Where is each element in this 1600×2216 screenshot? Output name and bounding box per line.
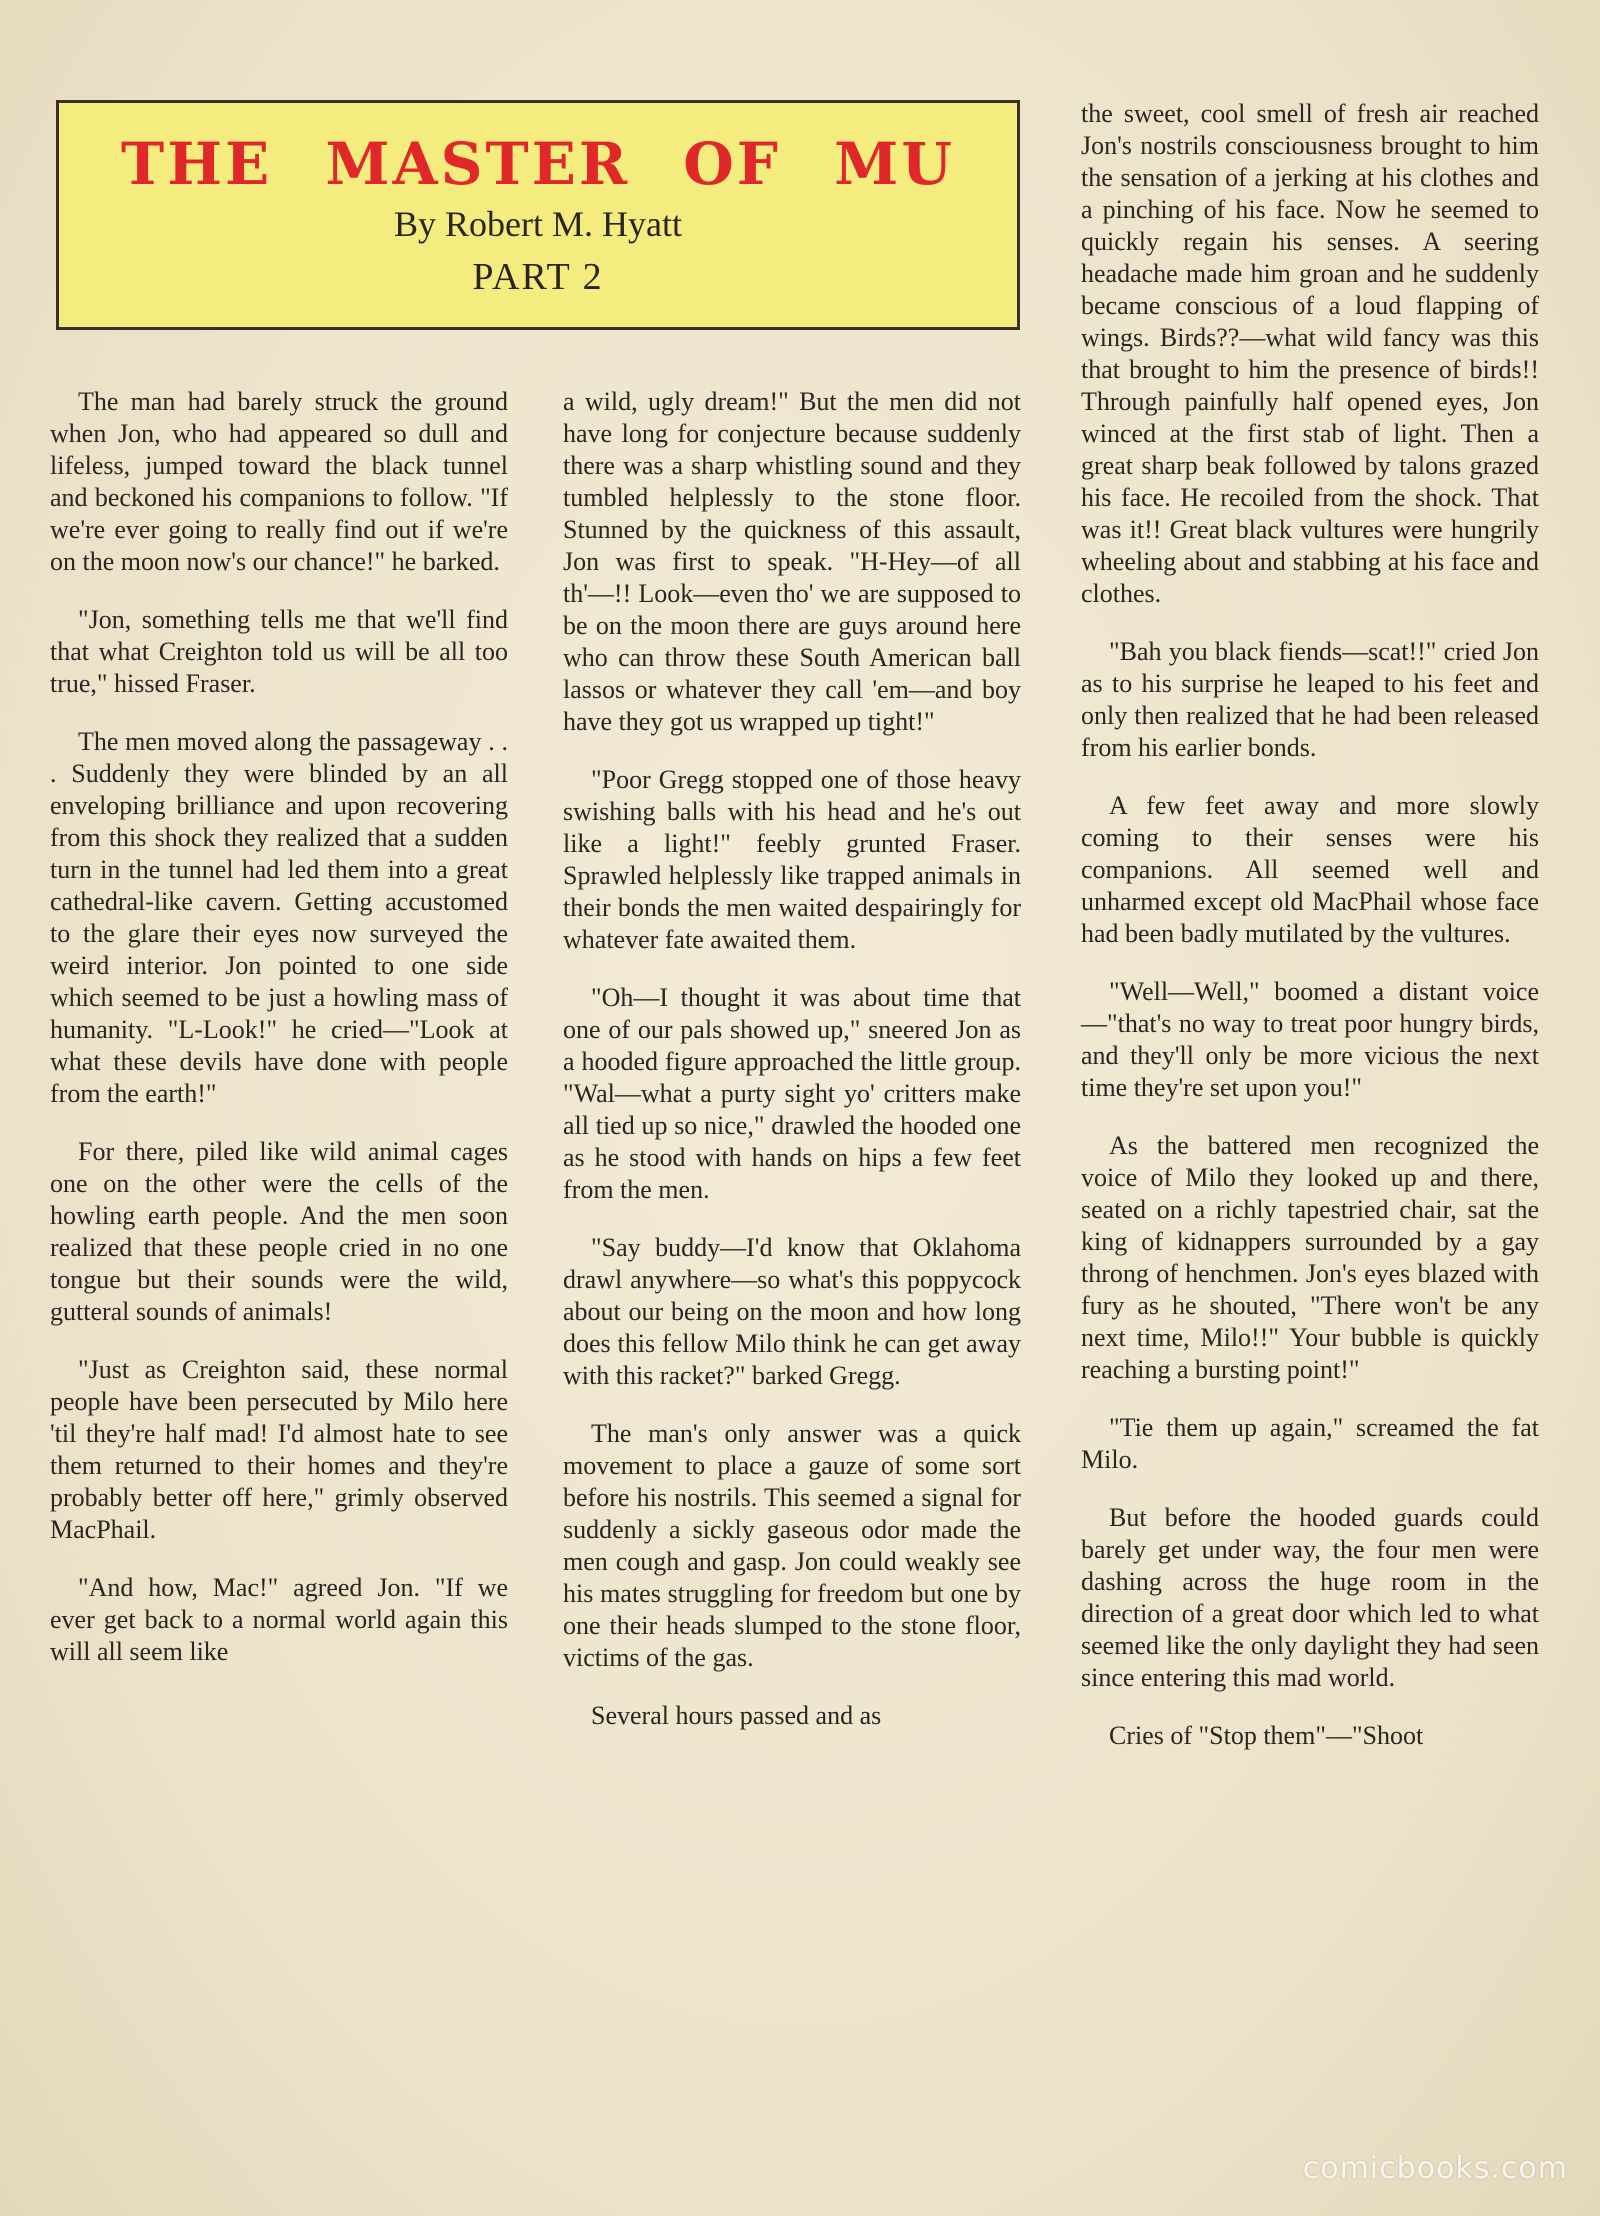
text-column-3 [1081, 98, 1539, 1778]
paragraph: A few feet away and more slowly coming to their senses were his companions. All seemed well and unharmed except old MacPhail whose face had been badly mutilated by the vultures. [1081, 791, 1539, 948]
paragraph: the sweet, cool smell of fresh air reached Jon's nostrils consciousness brought to him the sensation of a jerking at his clothes and a pinching of his face. Now he seemed to quickly regain his senses. A seering headache made him groan and he suddenly became conscious of a loud flapping of wings. Birds??—what wild fancy was this that brought to him the presence of birds!! Through painfully half opened eyes, Jon winced at the first stab of light. Then a great sharp beak followed by talons grazed his face. He recoiled from the shock. That was it!! Great black vultures were hungrily wheeling about and stabbing at his face and clothes. [1081, 99, 1539, 608]
author-byline: By Robert M. Hyatt [394, 204, 682, 244]
paragraph: But before the hooded guards could barely get under way, the four men were dashing across the huge room in the direction of a great door which led to what seemed like the only daylight they had seen since entering this mad world. [1081, 1503, 1539, 1692]
paragraph: "Just as Creighton said, these normal people have been persecuted by Milo here 'til they're half mad! I'd almost hate to see them returned to their homes and they're probably better off here," grimly observed MacPhail. [50, 1355, 508, 1544]
site-watermark: comicbooks.com [1302, 2151, 1568, 2186]
paragraph: "And how, Mac!" agreed Jon. "If we ever get back to a normal world again this will all seem like [50, 1573, 508, 1666]
paragraph: The man had barely struck the ground when Jon, who had appeared so dull and lifeless, jumped toward the black tunnel and beckoned his companions to follow. "If we're ever going to really find out if we're on the moon now's our chance!" he barked. [50, 387, 508, 576]
paragraph: The men moved along the passageway . . . Suddenly they were blinded by an all enveloping brilliance and upon recovering from this shock they realized that a sudden turn in the tunnel had led them into a great cathedral-like cavern. Getting accustomed to the glare their eyes now surveyed the weird interior. Jon pointed to one side which seemed to be just a howling mass of humanity. "L-Look!" he cried—"Look at what these devils have done with people from the earth!" [50, 727, 508, 1108]
paragraph: "Well—Well," boomed a distant voice—"that's no way to treat poor hungry birds, and they'll only be more vicious the next time they're set upon you!" [1081, 977, 1539, 1102]
paragraph: "Poor Gregg stopped one of those heavy swishing balls with his head and he's out like a light!" feebly grunted Fraser. Sprawled helplessly like trapped animals in their bonds the men waited despairingly for whatever fate awaited them. [563, 765, 1021, 954]
paragraph: "Tie them up again," screamed the fat Milo. [1081, 1413, 1539, 1474]
text-column-1 [50, 386, 508, 1694]
paragraph: The man's only answer was a quick movement to place a gauze of some sort before his nostrils. This seemed a signal for suddenly a sickly gaseous odor made the men cough and gasp. Jon could weakly see his mates struggling for freedom but one by one their heads slumped to the stone floor, victims of the gas. [563, 1419, 1021, 1672]
paragraph: Cries of "Stop them"—"Shoot [1109, 1721, 1424, 1750]
title-box [56, 100, 1020, 330]
paragraph: For there, piled like wild animal cages one on the other were the cells of the howling earth people. And the men soon realized that these people cried in no one tongue but their sounds were the wild, gutteral sounds of animals! [50, 1137, 508, 1326]
paragraph: As the battered men recognized the voice of Milo they looked up and there, seated on a richly tapestried chair, sat the king of kidnappers surrounded by a gay throng of henchmen. Jon's eyes blazed with fury as he shouted, "There won't be any next time, Milo!!" Your bubble is quickly reaching a bursting point!" [1081, 1131, 1539, 1384]
story-title: THE MASTER OF MU [121, 130, 955, 198]
paragraph: "Jon, something tells me that we'll find that what Creighton told us will be all too true," hissed Fraser. [50, 605, 508, 698]
text-column-2 [563, 386, 1021, 1758]
paragraph: "Oh—I thought it was about time that one of our pals showed up," sneered Jon as a hooded figure approached the little group. "Wal—what a purty sight yo' critters make all tied up so nice," drawled the hooded one as he stood with hands on hips a few feet from the men. [563, 983, 1021, 1204]
paragraph: "Say buddy—I'd know that Oklahoma drawl anywhere—so what's this poppycock about our being on the moon and how long does this fellow Milo think he can get away with this racket?" barked Gregg. [563, 1233, 1021, 1390]
paragraph: a wild, ugly dream!" But the men did not have long for conjecture because suddenly there was a sharp whistling sound and they tumbled helplessly to the stone floor. Stunned by the quickness of this assault, Jon was first to speak. "H-Hey—of all th'—!! Look—even tho' we are supposed to be on the moon there are guys around here who can throw these South American ball lassos or whatever they call 'em—and boy have they got us wrapped up tight!" [563, 387, 1021, 736]
part-label: PART 2 [472, 255, 604, 298]
paragraph: Several hours passed and as [591, 1701, 882, 1730]
paragraph: "Bah you black fiends—scat!!" cried Jon as to his surprise he leaped to his feet and only then realized that he had been released from his earlier bonds. [1081, 637, 1539, 762]
